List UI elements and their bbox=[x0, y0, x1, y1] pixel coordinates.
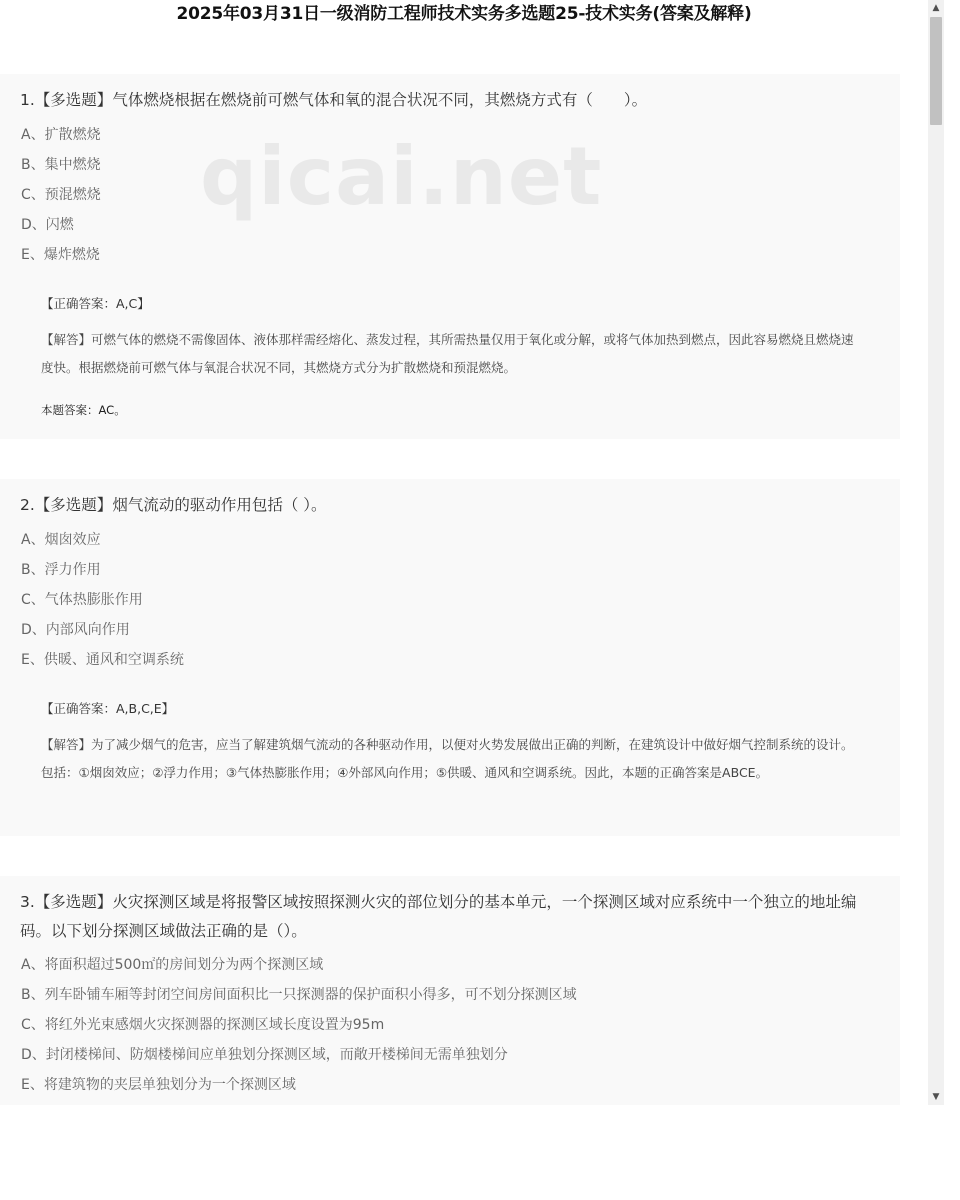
question-number: 1. bbox=[20, 91, 35, 109]
option-d[interactable]: D、闪燃 bbox=[21, 217, 74, 233]
question-number: 2. bbox=[20, 496, 35, 514]
option-a[interactable]: A、烟囱效应 bbox=[21, 532, 101, 548]
question-type: 【多选题】 bbox=[34, 91, 113, 109]
page-title: 2025年03月31日一级消防工程师技术实务多选题25-技术实务(答案及解释) bbox=[176, 4, 752, 24]
answer-analysis: 【解答】可燃气体的燃烧不需像固体、液体那样需经熔化、蒸发过程，其所需热量仅用于氧化或分解，或将气体加热到燃点，因此容易燃烧且燃烧速度快。根据燃烧前可燃气体与氧混合状况不同，其燃烧方式分为扩散燃烧和预混燃烧。 bbox=[41, 332, 854, 375]
final-answer: 本题答案：AC。 bbox=[41, 403, 126, 417]
option-b[interactable]: B、列车卧铺车厢等封闭空间房间面积比一只探测器的保护面积小得多，可不划分探测区域 bbox=[21, 987, 577, 1003]
option-c[interactable]: C、预混燃烧 bbox=[21, 187, 101, 203]
question-text: 气体燃烧根据在燃烧前可燃气体和氧的混合状况不同，其燃烧方式有（ ）。 bbox=[112, 91, 648, 109]
option-d[interactable]: D、内部风向作用 bbox=[21, 622, 130, 638]
option-b[interactable]: B、浮力作用 bbox=[21, 562, 101, 578]
question-text: 火灾探测区域是将报警区域按照探测火灾的部位划分的基本单元，一个探测区域对应系统中一个独立的地址编码。以下划分探测区域做法正确的是（）。 bbox=[20, 893, 857, 940]
question-type: 【多选题】 bbox=[34, 496, 113, 514]
correct-answer: 【正确答案：A,C】 bbox=[41, 296, 150, 311]
scroll-down-arrow-icon[interactable]: ▼ bbox=[932, 1092, 940, 1102]
scroll-up-arrow-icon[interactable]: ▲ bbox=[932, 3, 940, 13]
question-stem bbox=[0, 888, 900, 946]
question-text: 烟气流动的驱动作用包括（ ）。 bbox=[112, 496, 327, 514]
question-stem bbox=[0, 491, 347, 520]
option-e[interactable]: E、将建筑物的夹层单独划分为一个探测区域 bbox=[21, 1077, 296, 1093]
option-e[interactable]: E、供暖、通风和空调系统 bbox=[21, 652, 184, 668]
question-type: 【多选题】 bbox=[34, 893, 113, 911]
vertical-scrollbar[interactable] bbox=[928, 0, 944, 1105]
question-card-2 bbox=[0, 479, 900, 836]
option-c[interactable]: C、气体热膨胀作用 bbox=[21, 592, 143, 608]
watermark: qicai.net bbox=[200, 130, 603, 223]
question-number: 3. bbox=[20, 893, 35, 911]
option-a[interactable]: A、扩散燃烧 bbox=[21, 127, 101, 143]
answer-analysis: 【解答】为了减少烟气的危害，应当了解建筑烟气流动的各种驱动作用，以便对火势发展做出正确的判断，在建筑设计中做好烟气控制系统的设计。包括：①烟囱效应；②浮力作用；③气体热膨胀作用；④外部风向作用；⑤供暖、通风和空调系统。因此，本题的正确答案是ABCE。 bbox=[41, 737, 854, 780]
question-card-1 bbox=[0, 74, 900, 439]
question-card-3 bbox=[0, 876, 900, 1105]
option-e[interactable]: E、爆炸燃烧 bbox=[21, 247, 100, 263]
option-d[interactable]: D、封闭楼梯间、防烟楼梯间应单独划分探测区域，而敞开楼梯间无需单独划分 bbox=[21, 1047, 508, 1063]
correct-answer: 【正确答案：A,B,C,E】 bbox=[41, 701, 175, 716]
option-c[interactable]: C、将红外光束感烟火灾探测器的探测区域长度设置为95m bbox=[21, 1017, 385, 1033]
option-a[interactable]: A、将面积超过500㎡的房间划分为两个探测区域 bbox=[21, 957, 324, 973]
question-stem bbox=[0, 86, 667, 115]
scrollbar-thumb[interactable] bbox=[930, 17, 942, 125]
option-b[interactable]: B、集中燃烧 bbox=[21, 157, 101, 173]
